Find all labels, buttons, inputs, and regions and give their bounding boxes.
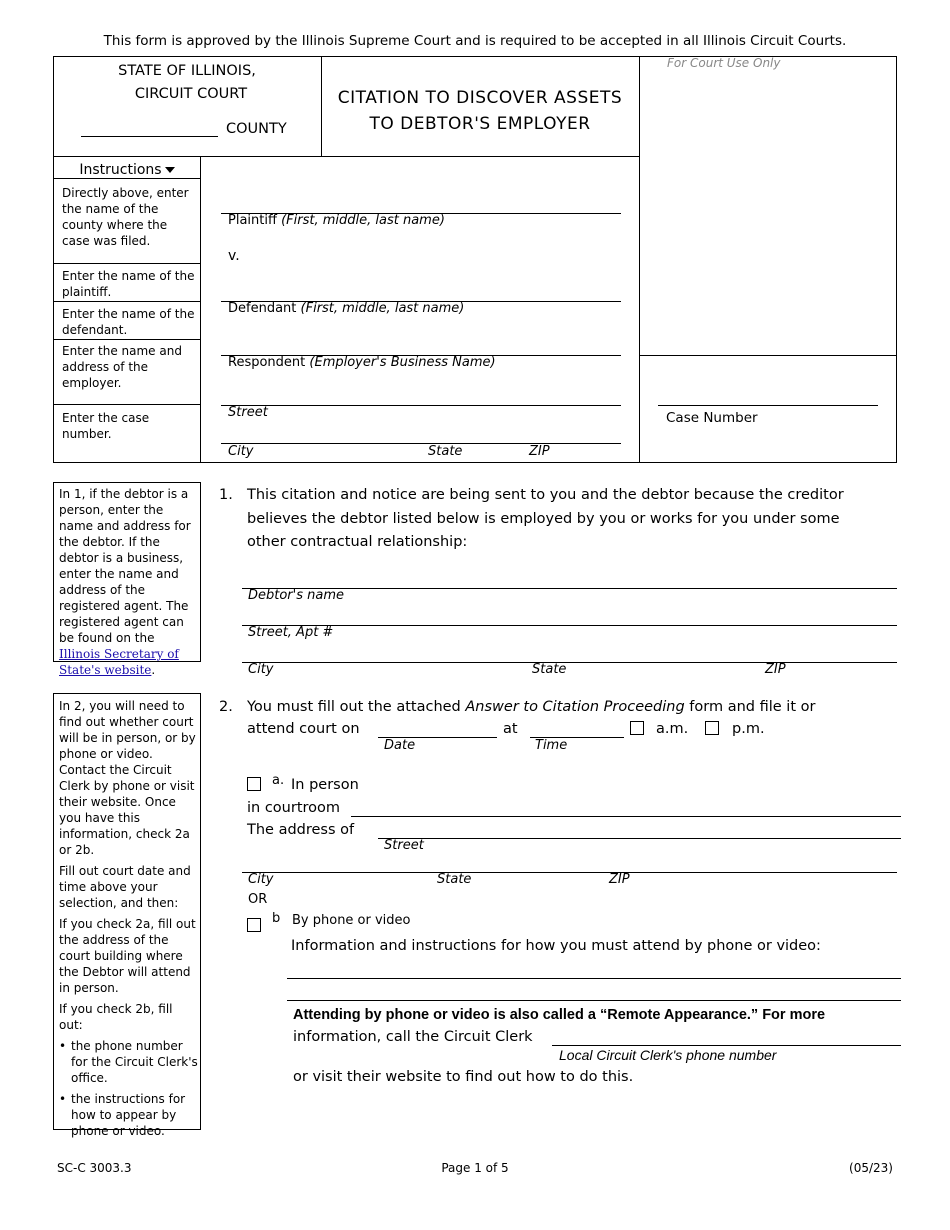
remote-instructions-input[interactable]	[287, 959, 901, 977]
county-label: COUNTY	[226, 121, 287, 137]
debtor-name-input[interactable]	[242, 569, 897, 587]
side-instruction-1-text: In 1, if the debtor is a person, enter the name and address for the debtor. If the debtor is a business, enter the name and address of the registered agent. The registered agent can be found on the Illinois Secretary of State's website.	[59, 487, 191, 677]
visit-website-label: or visit their website to find out how to do this.	[293, 1069, 634, 1085]
county-input[interactable]	[81, 118, 218, 136]
court-date-input[interactable]	[378, 718, 497, 736]
section-2-number: 2.	[219, 699, 233, 715]
debtor-state-label: State	[532, 662, 567, 677]
page-number: Page 1 of 5	[441, 1161, 509, 1175]
am-checkbox[interactable]	[630, 721, 644, 735]
form-id: SC-C 3003.3	[57, 1161, 132, 1175]
instruction-case: Enter the case number.	[62, 411, 150, 441]
in-person-checkbox[interactable]	[247, 777, 261, 791]
instruction-county: Directly above, enter the name of the county where the case was filed.	[62, 186, 189, 248]
court-street-label: Street	[384, 838, 424, 853]
option-a-label: a.	[272, 773, 285, 788]
phone-video-label: By phone or video	[292, 913, 411, 928]
instruction-defendant: Enter the name of the defendant.	[62, 307, 195, 337]
call-clerk-label: information, call the Circuit Clerk	[293, 1029, 533, 1045]
respondent-input[interactable]	[221, 336, 621, 354]
form-date: (05/23)	[849, 1161, 893, 1175]
pm-checkbox[interactable]	[705, 721, 719, 735]
court-zip-label: ZIP	[609, 872, 630, 887]
employer-state-label: State	[428, 444, 463, 459]
court-time-input[interactable]	[530, 718, 624, 736]
instruction-employer: Enter the name and address of the employer.	[62, 344, 182, 390]
side-instruction-2-text: In 2, you will need to find out whether court will be in person, or by phone or video. Contact the Circuit Clerk by phone or visit their website. Once you have this information, check 2a or 2b. Fill out court date and time above your selection, and then: If you check 2a, fill out the address of the court building where the Debtor will attend in person. If you check 2b, fill out: • the phone number for the Circuit Clerk's office. • the instructions for how to appear by phone or video.	[59, 699, 198, 1138]
debtor-city-input[interactable]	[242, 643, 897, 661]
debtor-street-label: Street, Apt #	[248, 625, 334, 640]
court-use-label: For Court Use Only	[667, 56, 781, 70]
at-label: at	[503, 721, 518, 737]
court-state-label: State	[437, 872, 472, 887]
respondent-label: Respondent (Employer's Business Name)	[228, 355, 496, 370]
defendant-input[interactable]	[221, 282, 621, 300]
remote-appearance-note: Attending by phone or video is also called a “Remote Appearance.” For more	[293, 1007, 826, 1023]
approval-notice: This form is approved by the Illinois Supreme Court and is required to be accepted in all Illinois Circuit Courts.	[103, 33, 847, 49]
sos-website-link[interactable]: Illinois Secretary of State's website	[59, 647, 179, 677]
time-label: Time	[535, 738, 568, 753]
bullet: •	[59, 1039, 67, 1053]
form-title: CITATION TO DISCOVER ASSETS TO DEBTOR'S EMPLOYER	[337, 88, 623, 134]
debtor-city-label: City	[248, 662, 274, 677]
date-label: Date	[384, 738, 416, 753]
court-street-input[interactable]	[378, 819, 901, 837]
pm-label: p.m.	[732, 721, 765, 737]
section-2-text: You must fill out the attached Answer to Citation Proceeding form and file it or	[247, 699, 816, 715]
address-of-label: The address of	[247, 822, 355, 838]
plaintiff-label: Plaintiff (First, middle, last name)	[228, 213, 445, 228]
caret-down-icon	[165, 167, 175, 173]
employer-city-label: City	[228, 444, 254, 459]
defendant-label: Defendant (First, middle, last name)	[228, 301, 465, 316]
employer-street-input[interactable]	[221, 386, 621, 404]
option-b-label: b	[272, 911, 281, 926]
court-city-input[interactable]	[242, 853, 897, 871]
bullet: •	[59, 1092, 67, 1106]
section-1-text: This citation and notice are being sent to you and the debtor because the creditor believes the debtor listed below is employed by you or works for you under some other contractual relationship:	[247, 487, 844, 550]
plaintiff-input[interactable]	[221, 194, 621, 212]
phone-video-checkbox[interactable]	[247, 918, 261, 932]
employer-city-input[interactable]	[221, 424, 621, 442]
versus-label: v.	[228, 248, 240, 264]
instructions-toggle[interactable]: Instructions	[53, 161, 201, 179]
clerk-phone-label: Local Circuit Clerk's phone number	[559, 1047, 777, 1063]
case-number-label: Case Number	[666, 410, 758, 426]
employer-zip-label: ZIP	[529, 444, 550, 459]
courtroom-input[interactable]	[351, 797, 901, 815]
or-label: OR	[248, 892, 268, 907]
court-city-label: City	[248, 872, 274, 887]
attend-label: attend court on	[247, 721, 360, 737]
courtroom-label: in courtroom	[247, 800, 341, 816]
state-label: STATE OF ILLINOIS,	[118, 63, 256, 79]
phone-video-info: Information and instructions for how you must attend by phone or video:	[291, 938, 821, 954]
am-label: a.m.	[656, 721, 689, 737]
case-number-input[interactable]	[658, 385, 878, 403]
employer-street-label: Street	[228, 405, 268, 420]
clerk-phone-input[interactable]	[552, 1026, 901, 1044]
in-person-label: In person	[291, 777, 359, 793]
instruction-plaintiff: Enter the name of the plaintiff.	[62, 269, 195, 299]
debtor-street-input[interactable]	[242, 606, 897, 624]
debtor-name-label: Debtor's name	[248, 588, 345, 603]
court-label: CIRCUIT COURT	[134, 86, 248, 102]
section-1-number: 1.	[219, 487, 233, 503]
debtor-zip-label: ZIP	[765, 662, 786, 677]
